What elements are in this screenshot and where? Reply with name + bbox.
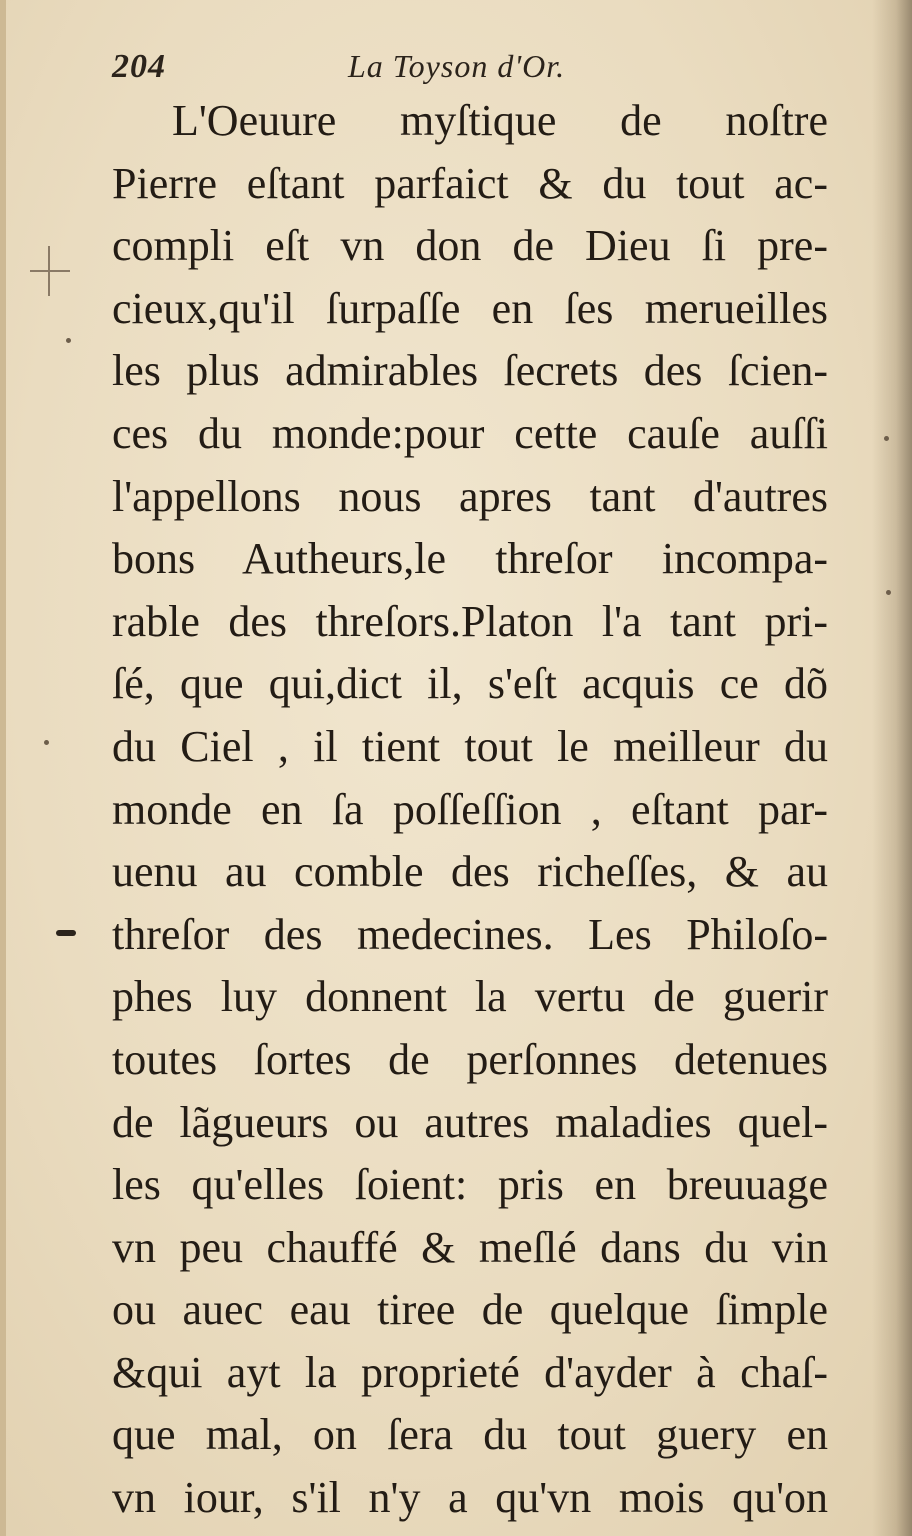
ink-speck: [886, 590, 891, 595]
gutter-shadow: [872, 0, 912, 1536]
text-line: monde en ſa poſſeſſion , eſtant par-: [112, 784, 828, 834]
text-line: vn peu chauffé & meſlé dans du vin: [112, 1222, 828, 1272]
running-title: La Toyson d'Or.: [348, 48, 566, 84]
text-line: les qu'elles ſoient: pris en breuuage: [112, 1160, 828, 1210]
ink-speck: [44, 740, 49, 745]
ink-speck: [66, 338, 71, 343]
marginal-cross-mark: [30, 246, 70, 296]
text-line: du Ciel , il tient tout le meilleur du: [112, 721, 828, 771]
text-line: cieux,qu'il ſurpaſſe en ſes merueilles: [112, 283, 828, 333]
text-line: uenu au comble des richeſſes, & au: [112, 847, 828, 897]
text-line: ou auec eau tiree de quelque ſimple: [112, 1285, 828, 1335]
text-line: ſé, que qui,dict il, s'eſt acquis ce dõ: [112, 659, 828, 709]
text-line: bons Autheurs,le threſor incompa-: [112, 534, 828, 584]
text-line: Pierre eſtant parfaict & du tout ac-: [112, 158, 828, 208]
text-line: phes luy donnent la vertu de guerir: [112, 972, 828, 1022]
page-number: 204: [112, 48, 166, 85]
text-line: L'Oeuure myſtique de noſtre: [172, 96, 828, 145]
text-line: de lãgueurs ou autres maladies quel-: [112, 1097, 828, 1147]
text-line: toutes ſortes de perſonnes detenues: [112, 1034, 828, 1084]
marginal-dash-mark: [56, 930, 76, 936]
text-line: les plus admirables ſecrets des ſcien-: [112, 346, 828, 396]
page-header: [112, 44, 812, 84]
text-line: &qui ayt la proprieté d'ayder à chaſ-: [112, 1347, 828, 1397]
text-line: rable des threſors.Platon l'a tant pri-: [112, 596, 828, 646]
body-text: [112, 90, 828, 1530]
text-line: l'appellons nous apres tant d'autres: [112, 471, 828, 521]
text-line: ces du monde:pour cette cauſe auſſi: [112, 408, 828, 458]
page-edge: [0, 0, 6, 1536]
text-line: compli eſt vn don de Dieu ſi pre-: [112, 221, 828, 271]
text-line: threſor des medecines. Les Philoſo-: [112, 909, 828, 959]
text-line: que mal, on ſera du tout guery en: [112, 1410, 828, 1460]
ink-speck: [884, 436, 889, 441]
text-line: vn iour, s'il n'y a qu'vn mois qu'on: [112, 1473, 828, 1523]
